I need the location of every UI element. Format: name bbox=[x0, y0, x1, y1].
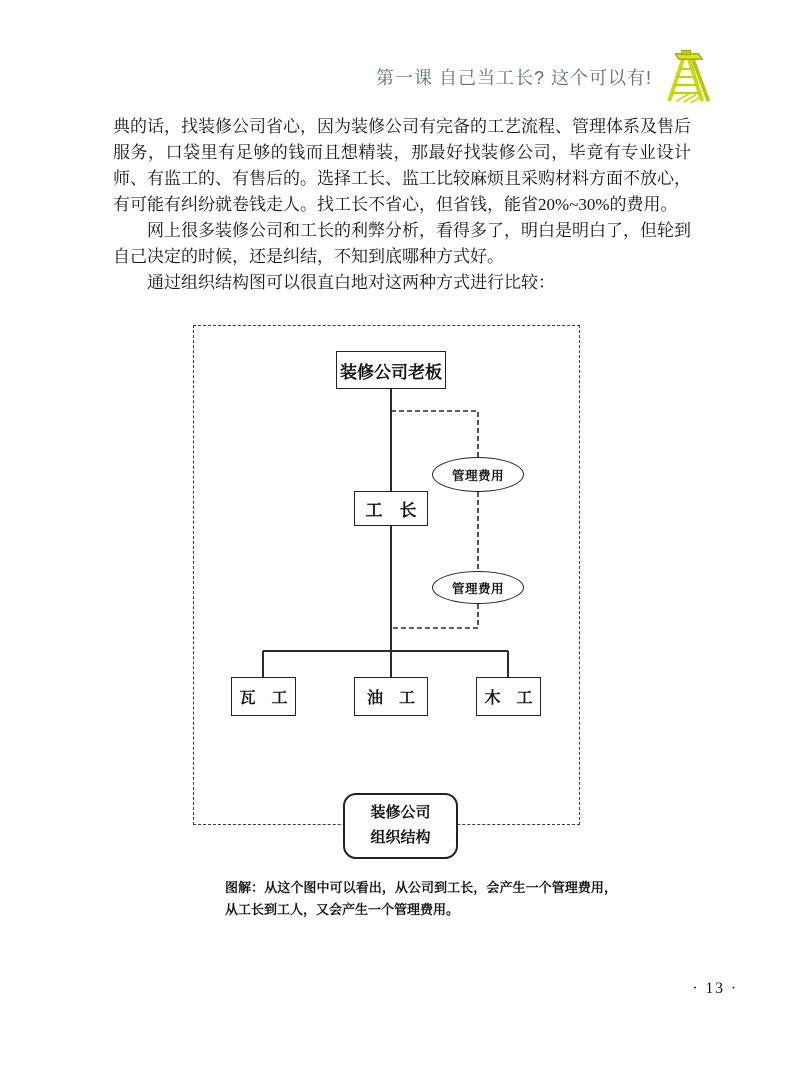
connector-lines bbox=[194, 326, 581, 826]
org-node-foreman: 工 长 bbox=[354, 491, 428, 526]
legend-line-2: 组织结构 bbox=[370, 830, 431, 846]
org-node-carpenter: 木 工 bbox=[476, 677, 541, 716]
org-chart bbox=[193, 325, 580, 846]
paragraph-continuation: 典的话，找装修公司省心，因为装修公司有完备的工艺流程、管理体系及售后服务，口袋里有足够的钱而且想精装，那最好找装修公司，毕竟有专业设计师、有监工的、有售后的。选择工长、监工比较麻烦且采购材料方面不放心，有可能有纠纷就卷钱走人。找工长不省心，但省钱，能省20%~30%的费用。 bbox=[113, 117, 691, 214]
legend-line-1: 装修公司 bbox=[370, 805, 431, 821]
org-node-management-fee-bottom: 管理费用 bbox=[432, 571, 524, 604]
paragraph-lead-in: 通过组织结构图可以很直白地对这两种方式进行比较： bbox=[147, 273, 555, 292]
ladder-icon bbox=[662, 49, 712, 105]
org-node-painter: 油 工 bbox=[354, 677, 428, 716]
page-number: · 13 · bbox=[692, 980, 738, 997]
org-chart-legend bbox=[343, 793, 458, 859]
org-node-management-fee-top: 管理费用 bbox=[432, 457, 524, 492]
org-node-company-boss: 装修公司老板 bbox=[336, 351, 446, 389]
running-head bbox=[0, 48, 712, 106]
figure-caption bbox=[225, 877, 617, 920]
caption-label: 图解： bbox=[225, 880, 265, 895]
body-text bbox=[113, 114, 691, 296]
caption-text: 从这个图中可以看出，从公司到工长，会产生一个管理费用，从工长到工人，又会产生一个管理费用。 bbox=[225, 880, 617, 917]
paragraph-analysis: 网上很多装修公司和工长的利弊分析，看得多了，明白是明白了，但轮到自己决定的时候，还是纠结，不知到底哪种方式好。 bbox=[113, 221, 691, 266]
org-node-tiler: 瓦 工 bbox=[231, 677, 296, 716]
chapter-title: 第一课 自己当工长? 这个可以有! bbox=[375, 68, 652, 88]
